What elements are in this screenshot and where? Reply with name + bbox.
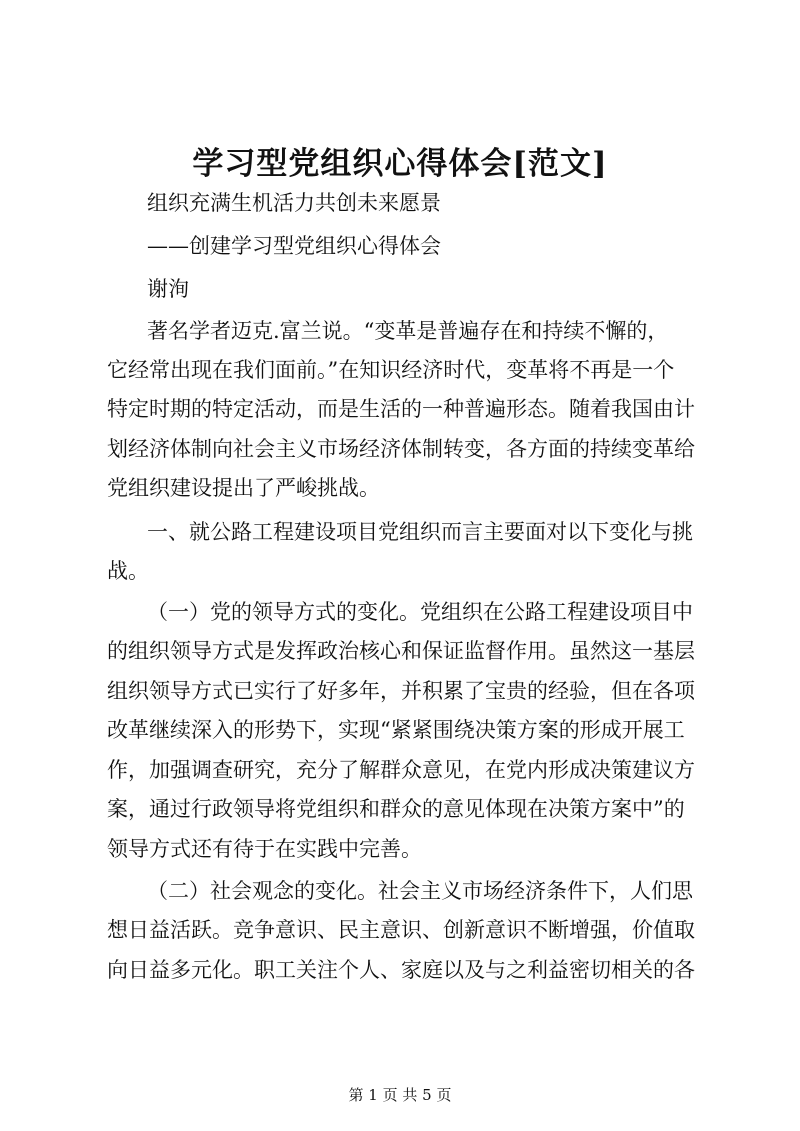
paragraph-text: 的组织领导方式是发挥政治核心和保证监督作用。虽然这一基层 [107,639,695,663]
paragraph-text: 一、就公路工程建设项目党组织而言主要面对以下变化与挑 [147,520,693,544]
paragraph-text: 改革继续深入的形势下，实现“紧紧围绕决策方案的形成开展工 [107,718,685,742]
document-title: 学习型党组织心得体会[范文] [192,146,608,182]
subtitle-text: 组织充满生机活力共创未来愿景 [147,191,441,215]
paragraph-text: 作，加强调查研究，充分了解群众意见，在党内形成决策建议方 [107,758,695,782]
paragraph-text: 向日益多元化。职工关注个人、家庭以及与之利益密切相关的各 [107,958,695,982]
author-name: 谢洵 [147,277,189,301]
paragraph-text: 特定时期的特定活动，而是生活的一种普遍形态。随着我国由计 [107,397,695,421]
paragraph-text: 想日益活跃。竞争意识、民主意识、创新意识不断增强，价值取 [107,918,695,942]
paragraph-text: 划经济体制向社会主义市场经济体制转变，各方面的持续变革给 [107,437,695,461]
paragraph-text: 组织领导方式已实行了好多年，并积累了宝贵的经验，但在各项 [107,679,695,703]
paragraph-text: （二）社会观念的变化。社会主义市场经济条件下，人们思 [147,879,693,903]
paragraph-text: 它经常出现在我们面前。”在知识经济时代，变革将不再是一个 [107,358,675,382]
subtitle-text: ——创建学习型党组织心得体会 [147,234,441,258]
paragraph-text: （一）党的领导方式的变化。党组织在公路工程建设项目中 [147,600,693,624]
paragraph-text: 领导方式还有待于在实践中完善。 [107,837,422,861]
paragraph-text: 战。 [107,559,149,583]
paragraph-text: 著名学者迈克.富兰说。“变革是普遍存在和持续不懈的， [147,319,669,343]
paragraph-text: 案，通过行政领导将党组织和群众的意见体现在决策方案中”的 [107,797,685,821]
paragraph-text: 党组织建设提出了严峻挑战。 [107,476,380,500]
page-number: 第 1 页 共 5 页 [348,1086,452,1104]
